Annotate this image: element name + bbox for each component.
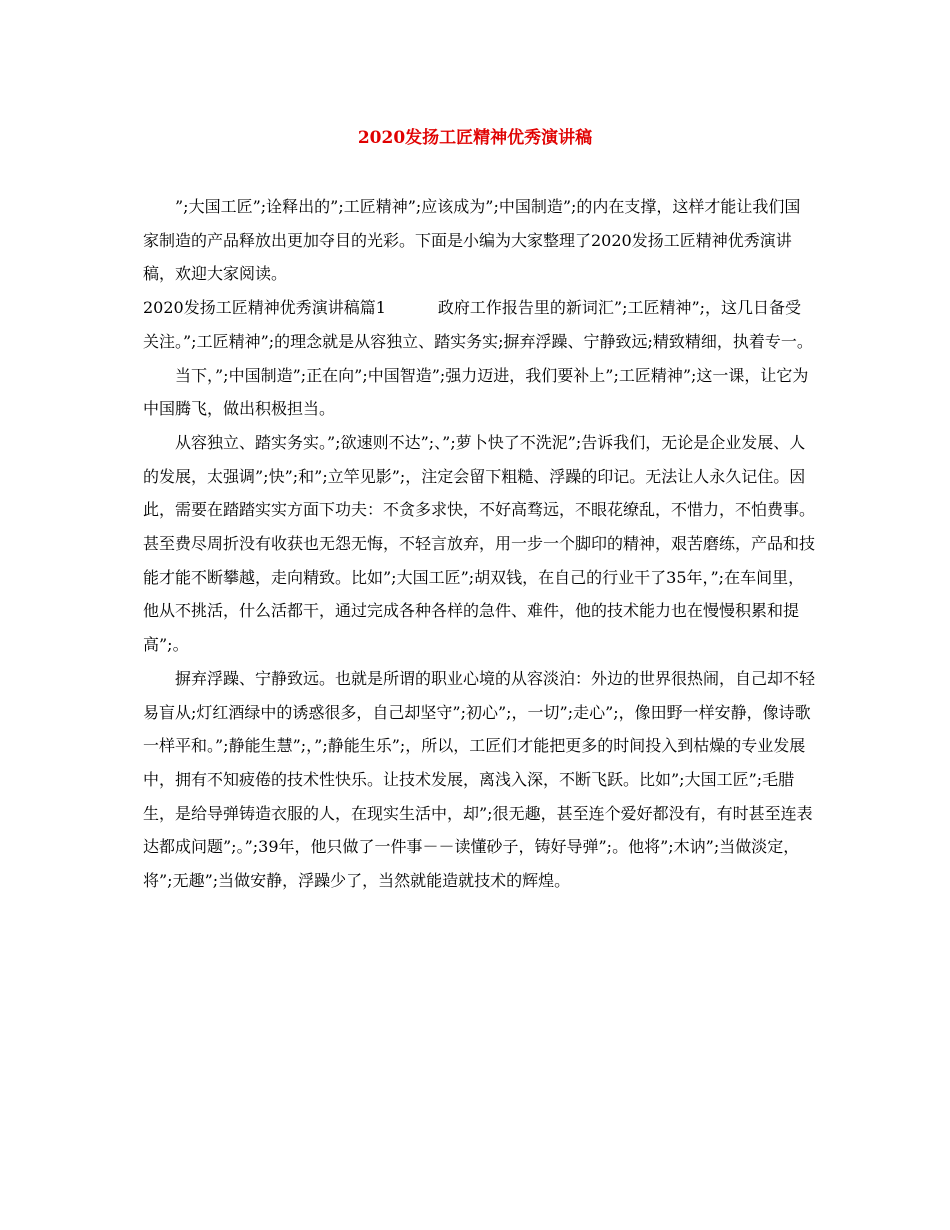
document-title: 2020发扬工匠精神优秀演讲稿 <box>357 128 593 148</box>
body-paragraph-3: 摒弃浮躁、宁静致远。也就是所谓的职业心境的从容淡泊：外边的世界很热闹，自己却不轻易盲从;灯红酒绿中的诱惑很多，自己却坚守”;初心”;，一切”;走心”;，像田野一样安静，像诗歌一样平和。”;静能生慧”;，”;静能生乐”;，所以，工匠们才能把更多的时间投入到枯燥的专业发展中，拥有不知疲倦的技术性快乐。让技术发展，离浅入深，不断飞跃。比如”;大国工匠”;毛腊生，是给导弹铸造衣服的人，在现实生活中，却”;很无趣，甚至连个爱好都没有，有时甚至连表达都成问题”;。”;39年，他只做了一件事－－读懂砂子，铸好导弹”;。他将”;木讷”;当做淡定，将”;无趣”;当做安静，浮躁少了，当然就能造就技术的辉煌。 <box>143 668 816 891</box>
intro-paragraph: ”;大国工匠”;诠释出的”;工匠精神”;应该成为”;中国制造”;的内在支撑，这样才能让我们国家制造的产品释放出更加夺目的光彩。下面是小编为大家整理了2020发扬工匠精神优秀演讲稿，欢迎大家阅读。 <box>143 197 801 284</box>
section-heading: 2020发扬工匠精神优秀演讲稿篇1 <box>143 298 386 318</box>
document-body <box>143 190 815 898</box>
section-first-paragraph-text: 政府工作报告里的新词汇”;工匠精神”;，这几日备受关注。”;工匠精神”;的理念就是从容独立、踏实务实;摒弃浮躁、宁静致远;精致精细，执着专一。 <box>143 298 813 351</box>
section-1-paragraph <box>143 291 815 358</box>
body-paragraph-1: 当下，”;中国制造”;正在向”;中国智造”;强力迈进，我们要补上”;工匠精神”;这一课，让它为中国腾飞，做出积极担当。 <box>143 365 809 419</box>
body-paragraph-2: 从容独立、踏实务实。”;欲速则不达”;、”;萝卜快了不洗泥”;告诉我们，无论是企业发展、人的发展，太强调”;快”;和”;立竿见影”;，注定会留下粗糙、浮躁的印记。无法让人永久记住。因此，需要在踏踏实实方面下功夫：不贪多求快，不好高骛远，不眼花缭乱，不惜力，不怕费事。甚至费尽周折没有收获也无怨无悔，不轻言放弃，用一步一个脚印的精神，艰苦磨练，产品和技能才能不断攀越，走向精致。比如”;大国工匠”;胡双钱，在自己的行业干了35年，”;在车间里，他从不挑活，什么活都干，通过完成各种各样的急件、难件，他的技术能力也在慢慢积累和提高”;。 <box>143 432 816 655</box>
